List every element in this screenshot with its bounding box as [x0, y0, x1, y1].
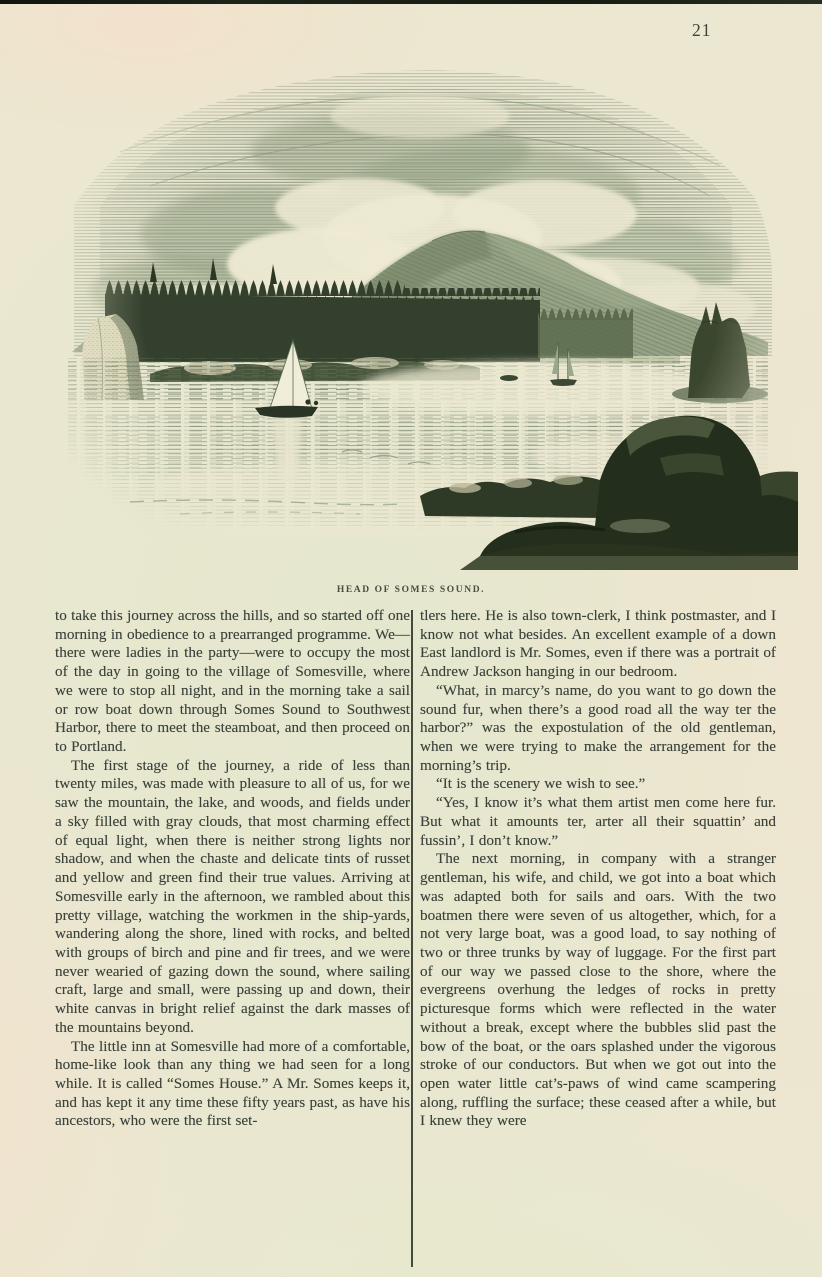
somes-sound-engraving	[60, 56, 800, 570]
paragraph: tlers here. He is also town-clerk, I think postmaster, and I know not what besides. An excellent example of a down East landlord is Mr. Somes, even if there was a portrait of Andrew Jackson hanging in our bedroom.	[420, 607, 776, 681]
figure-caption: HEAD OF SOMES SOUND.	[336, 585, 486, 595]
page-number: 21	[692, 20, 712, 40]
paragraph: “Yes, I know it’s what them artist men come here fur. But what it amounts ter, arter all their squattin’ and fussin’, I don’t know.”	[420, 794, 776, 849]
text-column-left	[55, 607, 410, 1131]
paragraph: “What, in marcy’s name, do you want to go down the sound fur, when there’s a good road all the way ter the harbor?” was the expostulation of the old gentleman, when we were trying to make the arrangement for the morning’s trip.	[420, 681, 776, 774]
paragraph: “It is the scenery we wish to see.”	[436, 775, 646, 793]
text-column-right	[420, 607, 776, 1131]
scan-edge-shadow	[0, 0, 822, 4]
paragraph: The first stage of the journey, a ride of less than twenty miles, was made with pleasure to all of us, for we saw the mountain, the lake, and woods, and fields under a sky filled with gray clouds, that most charming effect of equal light, when there is neither strong lights nor shadow, and when the chaste and delicate tints of russet and yellow and green find their true values. Arriving at Somesville early in the afternoon, we rambled about this pretty village, watching the workmen in the ship-yards, wandering along the shore, lined with rocks, and belted with groups of birch and pine and fir trees, and we were never wearied of gazing down the sound, where sailing craft, large and small, were passing up and down, their white canvas in bright relief against the dark masses of the mountains beyond.	[55, 756, 410, 1036]
column-divider-rule	[411, 610, 413, 1267]
paragraph: The little inn at Somesville had more of a comfortable, home-like look than any thing we had seen for a long while. It is called “Somes House.” A Mr. Somes keeps it, and has kept it any time these fifty years past, as have his ancestors, who were the first set-	[55, 1037, 410, 1130]
paragraph: The next morning, in company with a stranger gentleman, his wife, and child, we got into a boat which was adapted both for sails and oars. With the two boatmen there were seven of us altogether, which, for a not very large boat, was a good load, to say nothing of two or three trunks by way of luggage. For the first part of our way we passed close to the shore, where the evergreens overhung the ledges of rocks in pretty picturesque forms which were reflected in the water without a break, except where the bubbles slid past the bow of the boat, or the oars splashed under the vigorous stroke of our conductors. But when we got out into the open water little cat’s-paws of wind came scampering along, ruffling the surface; these ceased after a while, but I knew they were	[420, 850, 776, 1130]
engraving-svg	[60, 56, 800, 570]
paragraph: to take this journey across the hills, and so started off one morning in obedience to a prearranged programme. We—there were ladies in the party—were to occupy the most of the day in going to the village of Somesville, where we were to stop all night, and in the morning take a sail or row boat down through Somes Sound to Southwest Harbor, there to meet the steamboat, and then proceed on to Portland.	[55, 607, 410, 756]
